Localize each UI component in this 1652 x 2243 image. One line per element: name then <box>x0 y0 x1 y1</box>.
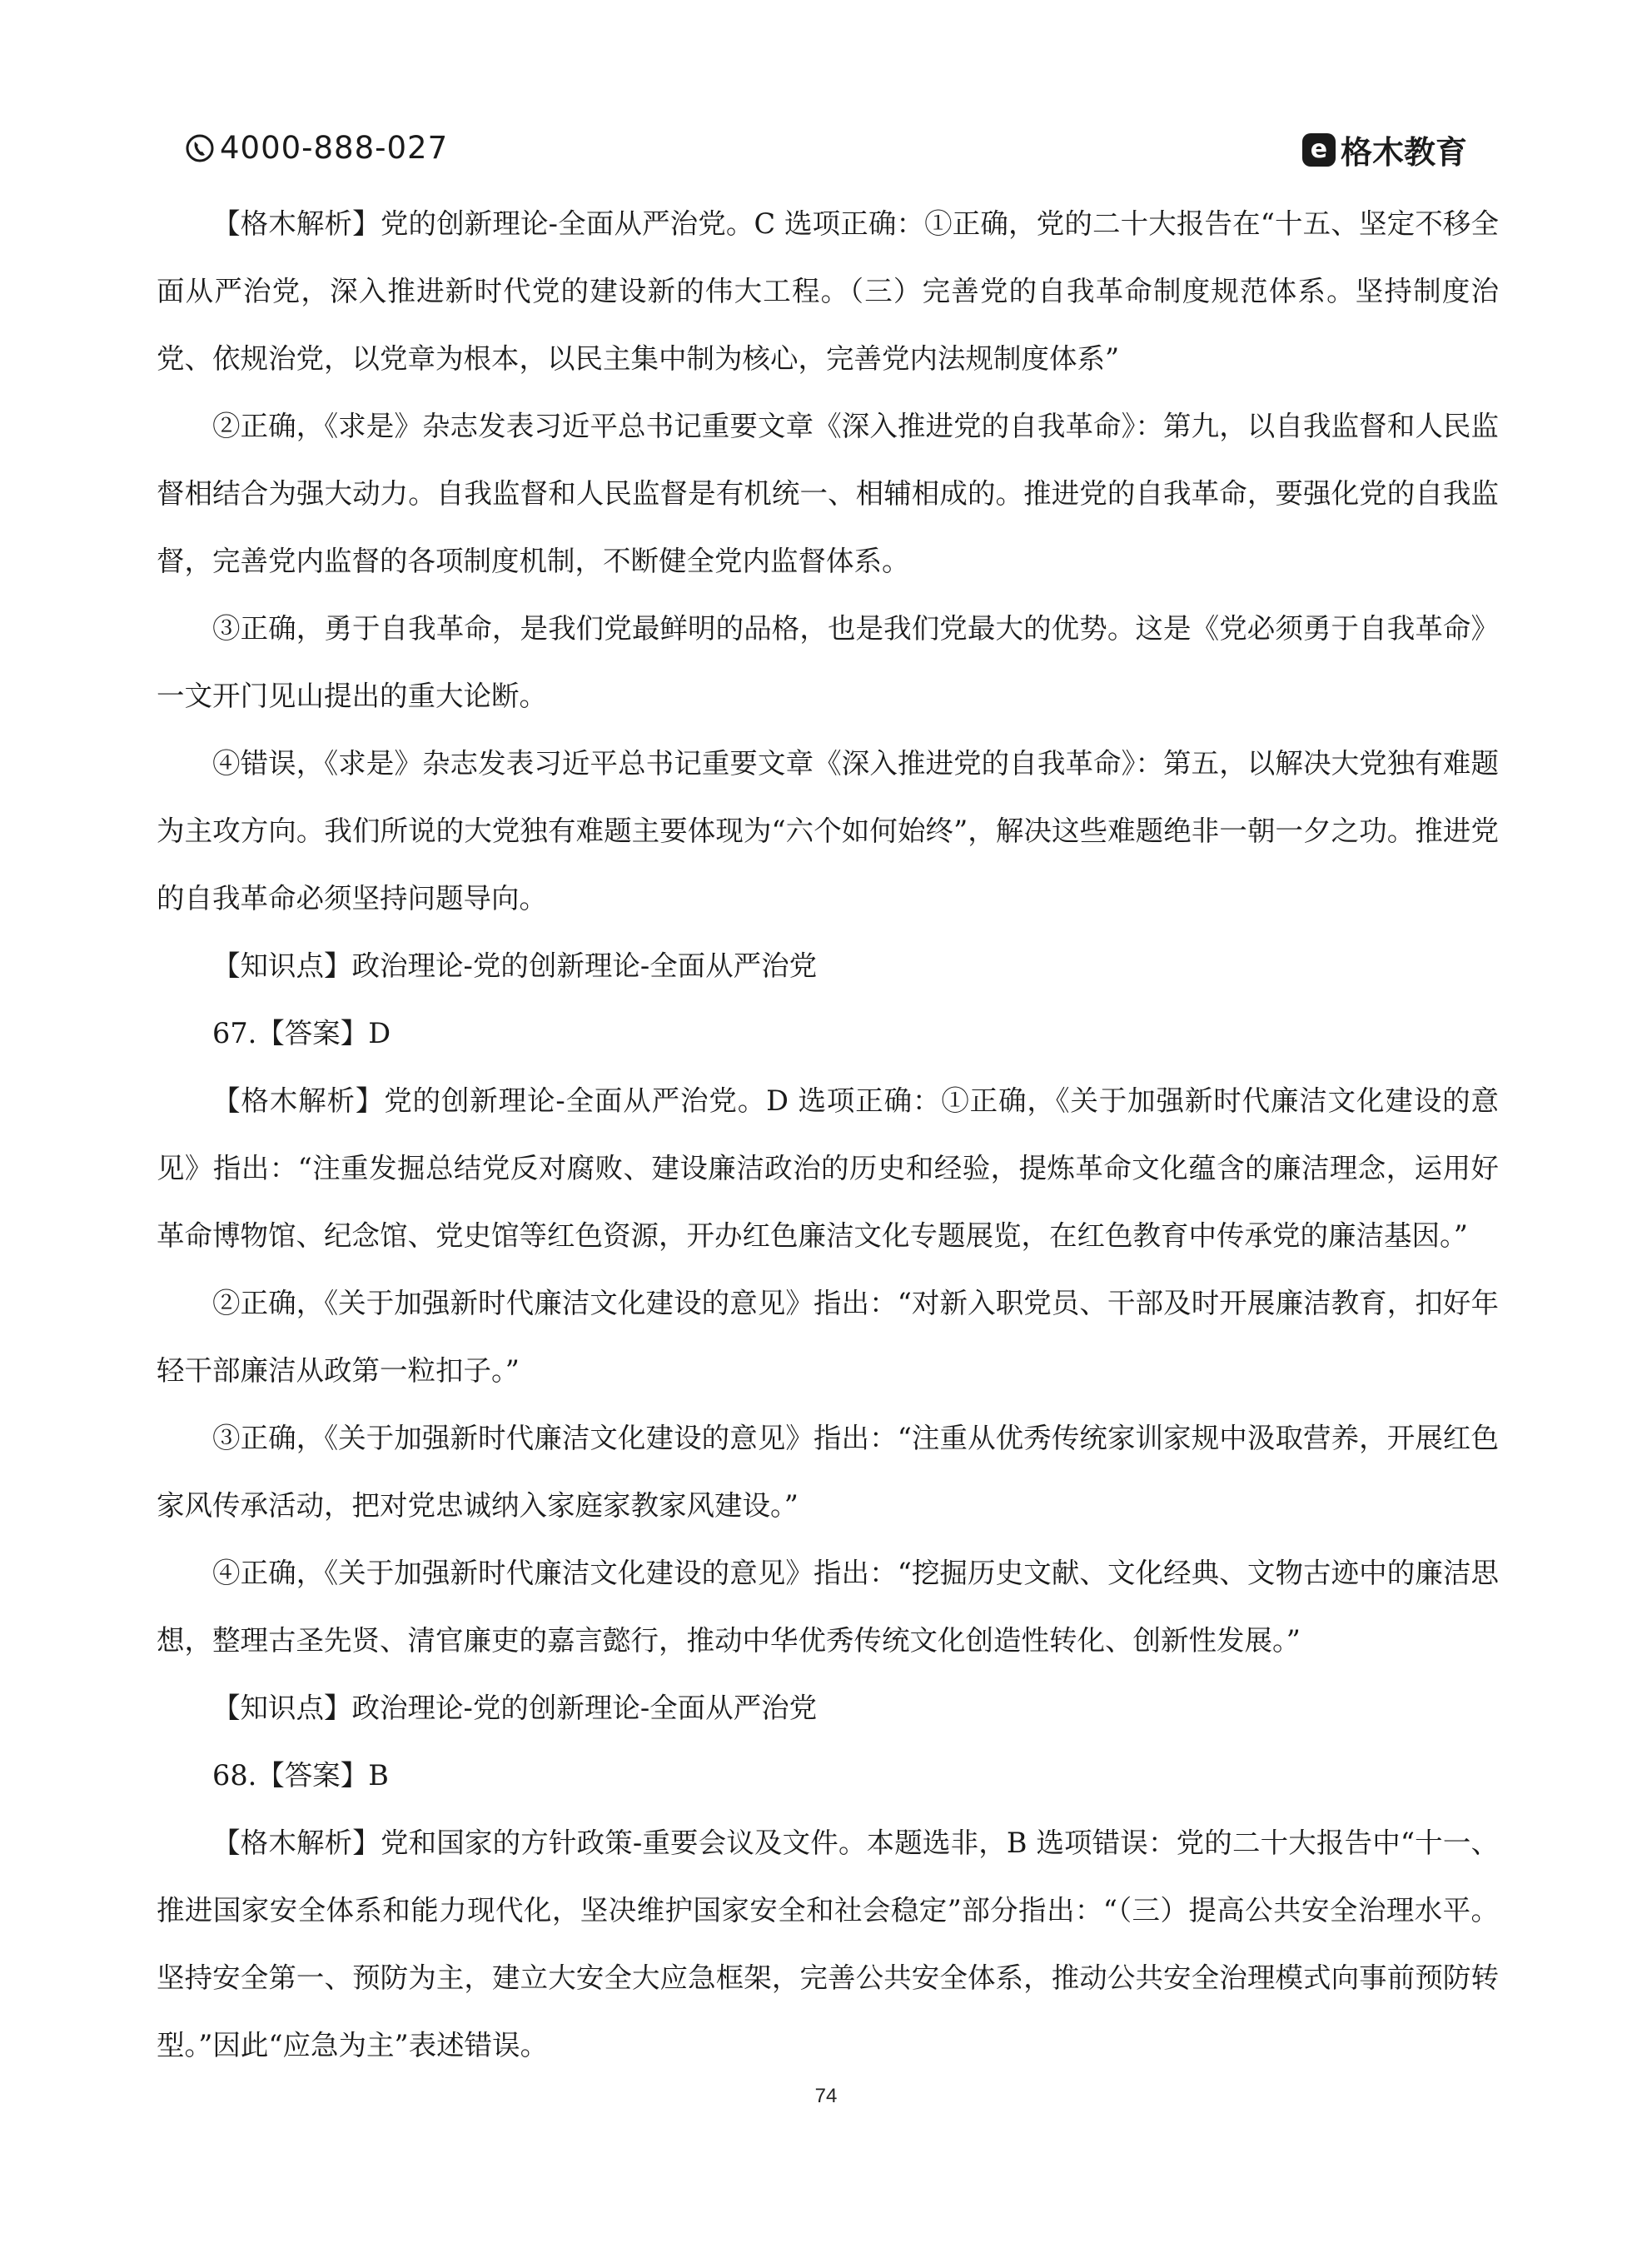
page-header <box>185 117 1467 183</box>
paragraph: ③正确，勇于自我革命，是我们党最鲜明的品格，也是我们党最大的优势。这是《党必须勇于自我革命》一文开门见山提出的重大论断。 <box>157 612 1499 712</box>
document-body <box>157 190 1499 2079</box>
brand-logo <box>1302 127 1467 172</box>
answer-line: 68.【答案】B <box>212 1759 389 1792</box>
paragraph: ③正确，《关于加强新时代廉洁文化建设的意见》指出：“注重从优秀传统家训家规中汲取营养，开展红色家风传承活动，把对党忠诚纳入家庭家教家风建设。” <box>157 1422 1499 1522</box>
paragraph: 【格木解析】党的创新理论-全面从严治党。D 选项正确：①正确，《关于加强新时代廉洁文化建设的意见》指出：“注重发掘总结党反对腐败、建设廉洁政治的历史和经验，提炼革命文化蕴含的廉洁理念，运用好革命博物馆、纪念馆、党史馆等红色资源，开办红色廉洁文化专题展览，在红色教育中传承党的廉洁基因。” <box>157 1084 1499 1252</box>
brand-icon: e <box>1302 133 1336 167</box>
phone-icon <box>185 133 215 163</box>
brand-name: 格木教育 <box>1340 134 1467 171</box>
answer-line: 67.【答案】D <box>212 1017 391 1049</box>
paragraph: 【格木解析】党的创新理论-全面从严治党。C 选项正确：①正确，党的二十大报告在“十五、坚定不移全面从严治党，深入推进新时代党的建设新的伟大工程。（三）完善党的自我革命制度规范体系。坚持制度治党、依规治党，以党章为根本，以民主集中制为核心，完善党内法规制度体系” <box>157 207 1499 375</box>
page-number: 74 <box>814 2085 838 2107</box>
phone-contact <box>185 130 448 166</box>
paragraph: ④正确，《关于加强新时代廉洁文化建设的意见》指出：“挖掘历史文献、文化经典、文物古迹中的廉洁思想，整理古圣先贤、清官廉吏的嘉言懿行，推动中华优秀传统文化创造性转化、创新性发展。” <box>157 1557 1499 1657</box>
knowledge-point: 【知识点】政治理论-党的创新理论-全面从严治党 <box>212 950 818 982</box>
paragraph: ②正确，《关于加强新时代廉洁文化建设的意见》指出：“对新入职党员、干部及时开展廉洁教育，扣好年轻干部廉洁从政第一粒扣子。” <box>157 1287 1499 1387</box>
paragraph: ②正确，《求是》杂志发表习近平总书记重要文章《深入推进党的自我革命》：第九，以自我监督和人民监督相结合为强大动力。自我监督和人民监督是有机统一、相辅相成的。推进党的自我革命，要强化党的自我监督，完善党内监督的各项制度机制，不断健全党内监督体系。 <box>157 410 1499 577</box>
phone-number: 4000-888-027 <box>220 130 449 166</box>
paragraph: 【格木解析】党和国家的方针政策-重要会议及文件。本题选非，B 选项错误：党的二十大报告中“十一、推进国家安全体系和能力现代化，坚决维护国家安全和社会稳定”部分指出：“（三）提高公共安全治理水平。坚持安全第一、预防为主，建立大安全大应急框架，完善公共安全体系，推动公共安全治理模式向事前预防转型。”因此“应急为主”表述错误。 <box>157 1827 1499 2061</box>
knowledge-point: 【知识点】政治理论-党的创新理论-全面从严治党 <box>212 1692 818 1724</box>
paragraph: ④错误，《求是》杂志发表习近平总书记重要文章《深入推进党的自我革命》：第五，以解决大党独有难题为主攻方向。我们所说的大党独有难题主要体现为“六个如何始终”，解决这些难题绝非一朝一夕之功。推进党的自我革命必须坚持问题导向。 <box>157 747 1499 915</box>
